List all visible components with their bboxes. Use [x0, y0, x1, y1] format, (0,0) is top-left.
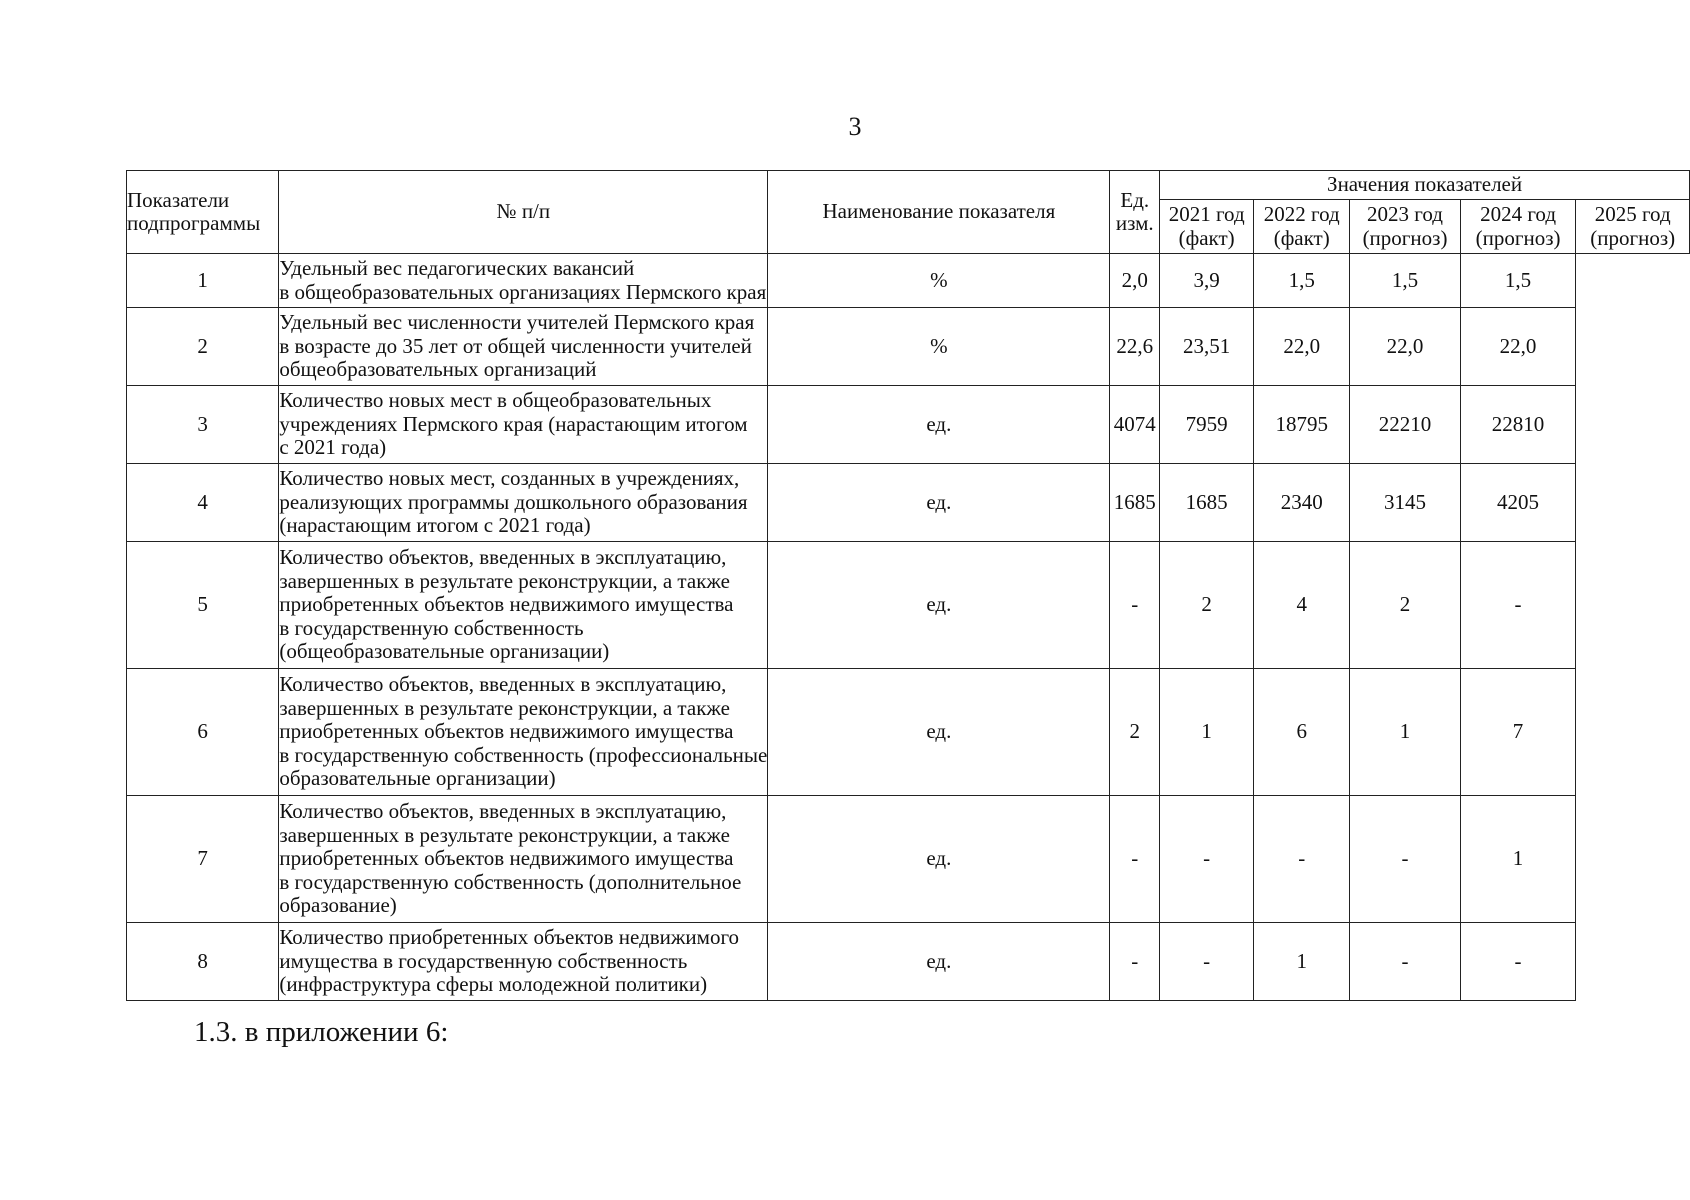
- indicator-name-line: с 2021 года): [279, 435, 387, 460]
- value-cell: 23,51: [1160, 308, 1254, 386]
- header-year: 2022 год (факт): [1254, 200, 1350, 254]
- row-number: 7: [127, 796, 279, 923]
- value-cell: 2: [1110, 669, 1160, 796]
- value-cell: -: [1110, 542, 1160, 669]
- indicator-name: [279, 923, 768, 1001]
- value-cell: 2: [1350, 542, 1460, 669]
- indicator-name-line: Количество новых мест в общеобразовательных: [279, 388, 712, 413]
- value-cell: 2,0: [1110, 254, 1160, 308]
- row-number: 1: [127, 254, 279, 308]
- value-cell: 7: [1460, 669, 1576, 796]
- footer-text: 1.3. в приложении 6:: [194, 1016, 449, 1048]
- table-row: [127, 464, 1690, 542]
- unit-cell: %: [768, 254, 1110, 308]
- value-cell: -: [1460, 923, 1576, 1001]
- value-cell: 18795: [1254, 386, 1350, 464]
- value-cell: -: [1160, 796, 1254, 923]
- unit-cell: ед.: [768, 796, 1110, 923]
- value-cell: 2340: [1254, 464, 1350, 542]
- section-label-cell: [127, 171, 279, 254]
- indicator-name-line: (нарастающим итогом с 2021 года): [279, 513, 591, 538]
- value-cell: -: [1460, 542, 1576, 669]
- indicator-name-line: Удельный вес численности учителей Пермского края: [279, 310, 755, 335]
- indicator-name-line: учреждениях Пермского края (нарастающим итогом: [279, 411, 748, 436]
- value-cell: 1,5: [1460, 254, 1576, 308]
- row-number: 8: [127, 923, 279, 1001]
- value-cell: 1,5: [1254, 254, 1350, 308]
- value-cell: 22810: [1460, 386, 1576, 464]
- indicator-name: [279, 386, 768, 464]
- indicator-name-line: общеобразовательных организаций: [279, 357, 597, 382]
- indicator-name: [279, 796, 768, 923]
- indicator-name-line: приобретенных объектов недвижимого имущества: [279, 592, 734, 617]
- indicator-name-line: (инфраструктура сферы молодежной политики): [279, 972, 708, 997]
- indicator-name-line: (общеобразовательные организации): [279, 639, 610, 664]
- unit-cell: ед.: [768, 464, 1110, 542]
- value-cell: 1,5: [1350, 254, 1460, 308]
- table-row: [127, 386, 1690, 464]
- indicator-name: [279, 464, 768, 542]
- value-cell: 4205: [1460, 464, 1576, 542]
- value-cell: -: [1110, 923, 1160, 1001]
- indicator-name: [279, 542, 768, 669]
- row-number: 3: [127, 386, 279, 464]
- indicator-name-line: образование): [279, 893, 397, 918]
- value-cell: -: [1160, 923, 1254, 1001]
- value-cell: -: [1110, 796, 1160, 923]
- value-cell: 1: [1460, 796, 1576, 923]
- value-cell: 1685: [1110, 464, 1160, 542]
- value-cell: 7959: [1160, 386, 1254, 464]
- header-values-group: Значения показателей: [1160, 171, 1690, 200]
- value-cell: -: [1254, 796, 1350, 923]
- indicator-name: [279, 254, 768, 308]
- header-year: 2023 год (прогноз): [1350, 200, 1460, 254]
- indicator-name-line: в государственную собственность: [279, 615, 584, 640]
- table-row: [127, 542, 1690, 669]
- indicator-name-line: завершенных в результате реконструкции, а также: [279, 695, 730, 720]
- indicator-name-line: Количество объектов, введенных в эксплуатацию,: [279, 799, 727, 824]
- indicator-name-line: в общеобразовательных организациях Пермского края: [279, 279, 767, 304]
- table-row: [127, 308, 1690, 386]
- value-cell: -: [1350, 796, 1460, 923]
- value-cell: 1: [1350, 669, 1460, 796]
- value-cell: 1: [1254, 923, 1350, 1001]
- indicator-name-line: в возрасте до 35 лет от общей численности учителей: [279, 333, 752, 358]
- table-row: [127, 254, 1690, 308]
- indicator-name-line: реализующих программы дошкольного образования: [279, 489, 748, 514]
- table-body: [127, 254, 1690, 1001]
- value-cell: 22,0: [1460, 308, 1576, 386]
- indicator-name-line: приобретенных объектов недвижимого имущества: [279, 846, 734, 871]
- value-cell: 22,0: [1254, 308, 1350, 386]
- value-cell: 2: [1160, 542, 1254, 669]
- value-cell: 3145: [1350, 464, 1460, 542]
- header-year: 2024 год (прогноз): [1460, 200, 1576, 254]
- value-cell: 6: [1254, 669, 1350, 796]
- value-cell: 22210: [1350, 386, 1460, 464]
- table-row: [127, 923, 1690, 1001]
- value-cell: 4074: [1110, 386, 1160, 464]
- indicator-name: [279, 308, 768, 386]
- indicator-name-line: завершенных в результате реконструкции, а также: [279, 822, 730, 847]
- indicators-table: [126, 170, 1690, 1001]
- indicator-name-line: имущества в государственную собственность: [279, 948, 688, 973]
- indicator-name-line: Количество новых мест, созданных в учреждениях,: [279, 466, 740, 491]
- value-cell: 4: [1254, 542, 1350, 669]
- header-unit: Ед. изм.: [1110, 171, 1160, 254]
- header-year: 2021 год (факт): [1160, 200, 1254, 254]
- unit-cell: %: [768, 308, 1110, 386]
- table-row: [127, 796, 1690, 923]
- unit-cell: ед.: [768, 669, 1110, 796]
- indicator-name-line: приобретенных объектов недвижимого имущества: [279, 719, 734, 744]
- value-cell: 3,9: [1160, 254, 1254, 308]
- value-cell: 22,0: [1350, 308, 1460, 386]
- header-name: Наименование показателя: [768, 171, 1110, 254]
- unit-cell: ед.: [768, 923, 1110, 1001]
- indicator-name-line: образовательные организации): [279, 766, 556, 791]
- section-label: Показатели подпрограммы: [127, 187, 261, 235]
- unit-cell: ед.: [768, 386, 1110, 464]
- indicator-name-line: завершенных в результате реконструкции, а также: [279, 568, 730, 593]
- row-number: 2: [127, 308, 279, 386]
- row-number: 4: [127, 464, 279, 542]
- indicator-name-line: в государственную собственность (профессиональные: [279, 742, 768, 767]
- indicator-name-line: Количество приобретенных объектов недвижимого: [279, 925, 740, 950]
- value-cell: 1685: [1160, 464, 1254, 542]
- table-row: [127, 669, 1690, 796]
- value-cell: 1: [1160, 669, 1254, 796]
- indicator-name-line: в государственную собственность (дополнительное: [279, 869, 742, 894]
- header-year: 2025 год (прогноз): [1576, 200, 1690, 254]
- indicator-name-line: Удельный вес педагогических вакансий: [279, 256, 635, 280]
- unit-cell: ед.: [768, 542, 1110, 669]
- header-num: № п/п: [279, 171, 768, 254]
- row-number: 6: [127, 669, 279, 796]
- page-number: 3: [848, 112, 862, 141]
- indicator-name-line: Количество объектов, введенных в эксплуатацию,: [279, 672, 727, 697]
- value-cell: 22,6: [1110, 308, 1160, 386]
- indicator-name: [279, 669, 768, 796]
- value-cell: -: [1350, 923, 1460, 1001]
- row-number: 5: [127, 542, 279, 669]
- indicator-name-line: Количество объектов, введенных в эксплуатацию,: [279, 545, 727, 570]
